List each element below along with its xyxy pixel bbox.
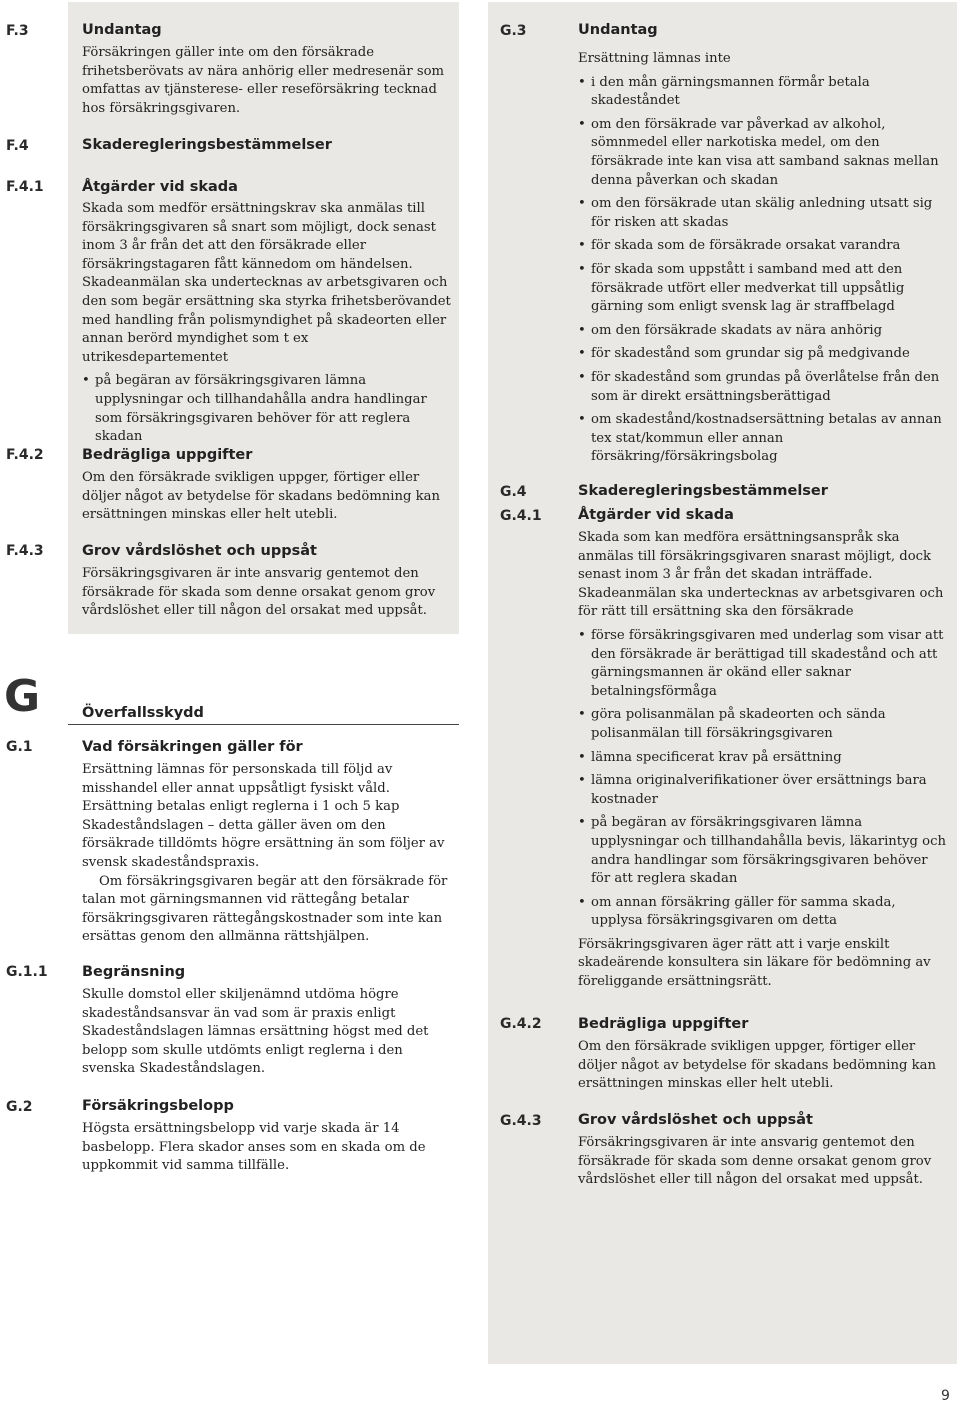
list-item: • om annan försäkring gäller för samma skada, upplysa försäkringsgivaren om detta bbox=[578, 894, 946, 931]
heading-bedragliga-uppgifter-g42: Bedrägliga uppgifter bbox=[578, 1016, 749, 1032]
text-f3 bbox=[82, 44, 452, 118]
list-item: • förse försäkringsgivaren med underlag som visar att den försäkrade är berättigad till skadestånd och att gärningsmannen är okänd eller saknar betalningsförmåga bbox=[578, 627, 946, 701]
paragraph: Försäkringsgivaren äger rätt att i varje enskilt skadeärende konsultera sin läkare för bedömning av föreliggande ersättningsrätt. bbox=[578, 936, 931, 990]
list-item: • på begäran av försäkringsgivaren lämna upplysningar och tillhandahålla andra handlingar som försäkringsgivaren behöver för att reglera skadan bbox=[82, 372, 452, 446]
paragraph: Skada som kan medföra ersättningsanspråk ska anmälas till försäkringsgivaren snarast möjligt, dock senast inom 3 år från det skadan inträffade. Skadeanmälan ska undertecknas av arbetsgivaren och för rätt till ersättning ska den försäkrade bbox=[578, 530, 944, 620]
heading-grov-vardsloshet-g43: Grov vårdslöshet och uppsåt bbox=[578, 1112, 813, 1128]
section-number-g3: G.3 bbox=[500, 23, 527, 39]
paragraph: Skada som medför ersättningskrav ska anmälas till försäkringsgivaren så snart som möjligt, dock senast inom 3 år från det att den försäkrade eller försäkringstagaren fått kännedom om händelsen. bbox=[82, 201, 436, 272]
section-number-g2: G.2 bbox=[6, 1099, 33, 1115]
text-g1 bbox=[82, 761, 452, 947]
section-number-f42: F.4.2 bbox=[6, 447, 44, 463]
heading-undantag-g3: Undantag bbox=[578, 22, 658, 38]
heading-forsakringsbelopp: Försäkringsbelopp bbox=[82, 1098, 234, 1114]
text-g43 bbox=[578, 1134, 946, 1190]
text-f41 bbox=[82, 200, 452, 447]
text-g3 bbox=[578, 50, 946, 467]
section-number-g1: G.1 bbox=[6, 739, 33, 755]
section-number-f4: F.4 bbox=[6, 138, 29, 154]
text-f43 bbox=[82, 565, 452, 621]
paragraph: Ersättning lämnas inte bbox=[578, 51, 731, 66]
paragraph: Ersättning lämnas för personskada till följd av misshandel eller annat uppsåtligt fysiskt våld. Ersättning betalas enligt reglerna i 1 och 5 kap Skadeståndslagen – detta gäller även om den försäkrade tilldömts högre ersättning än som följer av svensk skadeståndspraxis. bbox=[82, 762, 445, 870]
list-item: • om den försäkrade skadats av nära anhörig bbox=[578, 322, 946, 341]
list-item: • om den försäkrade utan skälig anledning utsatt sig för risken att skadas bbox=[578, 195, 946, 232]
text-g41 bbox=[578, 529, 946, 992]
heading-bedragliga-uppgifter-f42: Bedrägliga uppgifter bbox=[82, 447, 253, 463]
section-number-g43: G.4.3 bbox=[500, 1113, 542, 1129]
heading-undantag-f3: Undantag bbox=[82, 22, 162, 38]
chapter-letter-g: G bbox=[4, 671, 41, 722]
list-item: • om skadestånd/kostnadsersättning betalas av annan tex stat/kommun eller annan försäkring/försäkringsbolag bbox=[578, 411, 946, 467]
page-number: 9 bbox=[941, 1388, 950, 1404]
heading-skaderegleringsbestammelser-g4: Skaderegleringsbestämmelser bbox=[578, 483, 828, 499]
section-number-f3: F.3 bbox=[6, 23, 29, 39]
paragraph: Försäkringsgivaren är inte ansvarig gentemot den försäkrade för skada som denne orsakat genom grov vårdslöshet eller till någon del orsakat med uppsåt. bbox=[82, 566, 436, 619]
bullet-list bbox=[578, 627, 946, 931]
list-item: • för skada som uppstått i samband med att den försäkrade utfört eller medverkat till uppsåtlig gärning som enligt svensk lag är straffbelagd bbox=[578, 261, 946, 317]
list-item: • i den mån gärningsmannen förmår betala skadeståndet bbox=[578, 74, 946, 111]
paragraph: Försäkringsgivaren är inte ansvarig gentemot den försäkrade för skada som denne orsakat genom grov vårdslöshet eller till någon del orsakat med uppsåt. bbox=[578, 1135, 932, 1188]
section-number-g4: G.4 bbox=[500, 484, 527, 500]
heading-begransning: Begränsning bbox=[82, 964, 186, 980]
chapter-rule bbox=[68, 724, 459, 725]
list-item: • på begäran av försäkringsgivaren lämna upplysningar och tillhandahålla bevis, läkarintyg och andra handlingar som försäkringsgivaren behöver för att reglera skadan bbox=[578, 814, 946, 888]
text-g11 bbox=[82, 986, 452, 1079]
paragraph: Skadeanmälan ska undertecknas av arbetsgivaren och den som begär ersättning ska styrka frihetsberövandet med handling från polismyndighet på skadeorten eller annan berörd myndighet som t ex utrikesdepartementet bbox=[82, 275, 451, 365]
list-item: • för skada som de försäkrade orsakat varandra bbox=[578, 237, 946, 256]
section-number-f41: F.4.1 bbox=[6, 179, 44, 195]
bullet-list bbox=[82, 372, 452, 446]
text-f42 bbox=[82, 469, 452, 525]
section-number-g42: G.4.2 bbox=[500, 1016, 542, 1032]
heading-atgarder-vid-skada-f41: Åtgärder vid skada bbox=[82, 179, 238, 195]
heading-grov-vardsloshet-f43: Grov vårdslöshet och uppsåt bbox=[82, 543, 317, 559]
heading-overfallsskydd: Överfallsskydd bbox=[82, 705, 204, 721]
list-item: • göra polisanmälan på skadeorten och sända polisanmälan till försäkringsgivaren bbox=[578, 706, 946, 743]
paragraph: Om den försäkrade svikligen uppger, förtiger eller döljer något av betydelse för skadans bedömning kan ersättningen minskas eller helt utebli. bbox=[578, 1039, 936, 1092]
paragraph: Försäkringen gäller inte om den försäkrade frihetsberövats av nära anhörig eller medresenär som omfattas av tjänsterese- eller reseförsäkring tecknad hos försäkringsgivaren. bbox=[82, 45, 445, 116]
section-number-g41: G.4.1 bbox=[500, 508, 542, 524]
list-item: • lämna originalverifikationer över ersättnings bara kostnader bbox=[578, 772, 946, 809]
section-number-g11: G.1.1 bbox=[6, 964, 48, 980]
heading-vad-forsakringen-galler-for: Vad försäkringen gäller för bbox=[82, 739, 303, 755]
list-item: • för skadestånd som grundas på överlåtelse från den som är direkt ersättningsberättigad bbox=[578, 369, 946, 406]
text-g2 bbox=[82, 1120, 452, 1176]
bullet-list bbox=[578, 74, 946, 467]
list-item: • för skadestånd som grundar sig på medgivande bbox=[578, 345, 946, 364]
heading-atgarder-vid-skada-g41: Åtgärder vid skada bbox=[578, 507, 734, 523]
paragraph: Högsta ersättningsbelopp vid varje skada är 14 basbelopp. Flera skador anses som en skada om de uppkommit vid samma tillfälle. bbox=[82, 1121, 426, 1174]
heading-skaderegleringsbestammelser-f4: Skaderegleringsbestämmelser bbox=[82, 137, 332, 153]
list-item: • om den försäkrade var påverkad av alkohol, sömnmedel eller narkotiska medel, om den försäkrade inte kan visa att samband saknas mellan denna påverkan och skadan bbox=[578, 116, 946, 190]
paragraph: Skulle domstol eller skiljenämnd utdöma högre skadeståndsansvar än vad som är praxis enligt Skadeståndslagen lämnas ersättning högst med det belopp som skulle utdömts enligt reglerna i den svenska Skadeståndslagen. bbox=[82, 987, 429, 1077]
section-number-f43: F.4.3 bbox=[6, 543, 44, 559]
paragraph: Om den försäkrade svikligen uppger, förtiger eller döljer något av betydelse för skadans bedömning kan ersättningen minskas eller helt utebli. bbox=[82, 470, 440, 523]
paragraph: Om försäkringsgivaren begär att den försäkrade för talan mot gärningsmannen vid rättegång betalar försäkringsgivaren rättegångskostnader som inte kan ersättas genom den allmänna rättshjälpen. bbox=[82, 873, 448, 945]
list-item: • lämna specificerat krav på ersättning bbox=[578, 749, 946, 768]
text-g42 bbox=[578, 1038, 946, 1094]
